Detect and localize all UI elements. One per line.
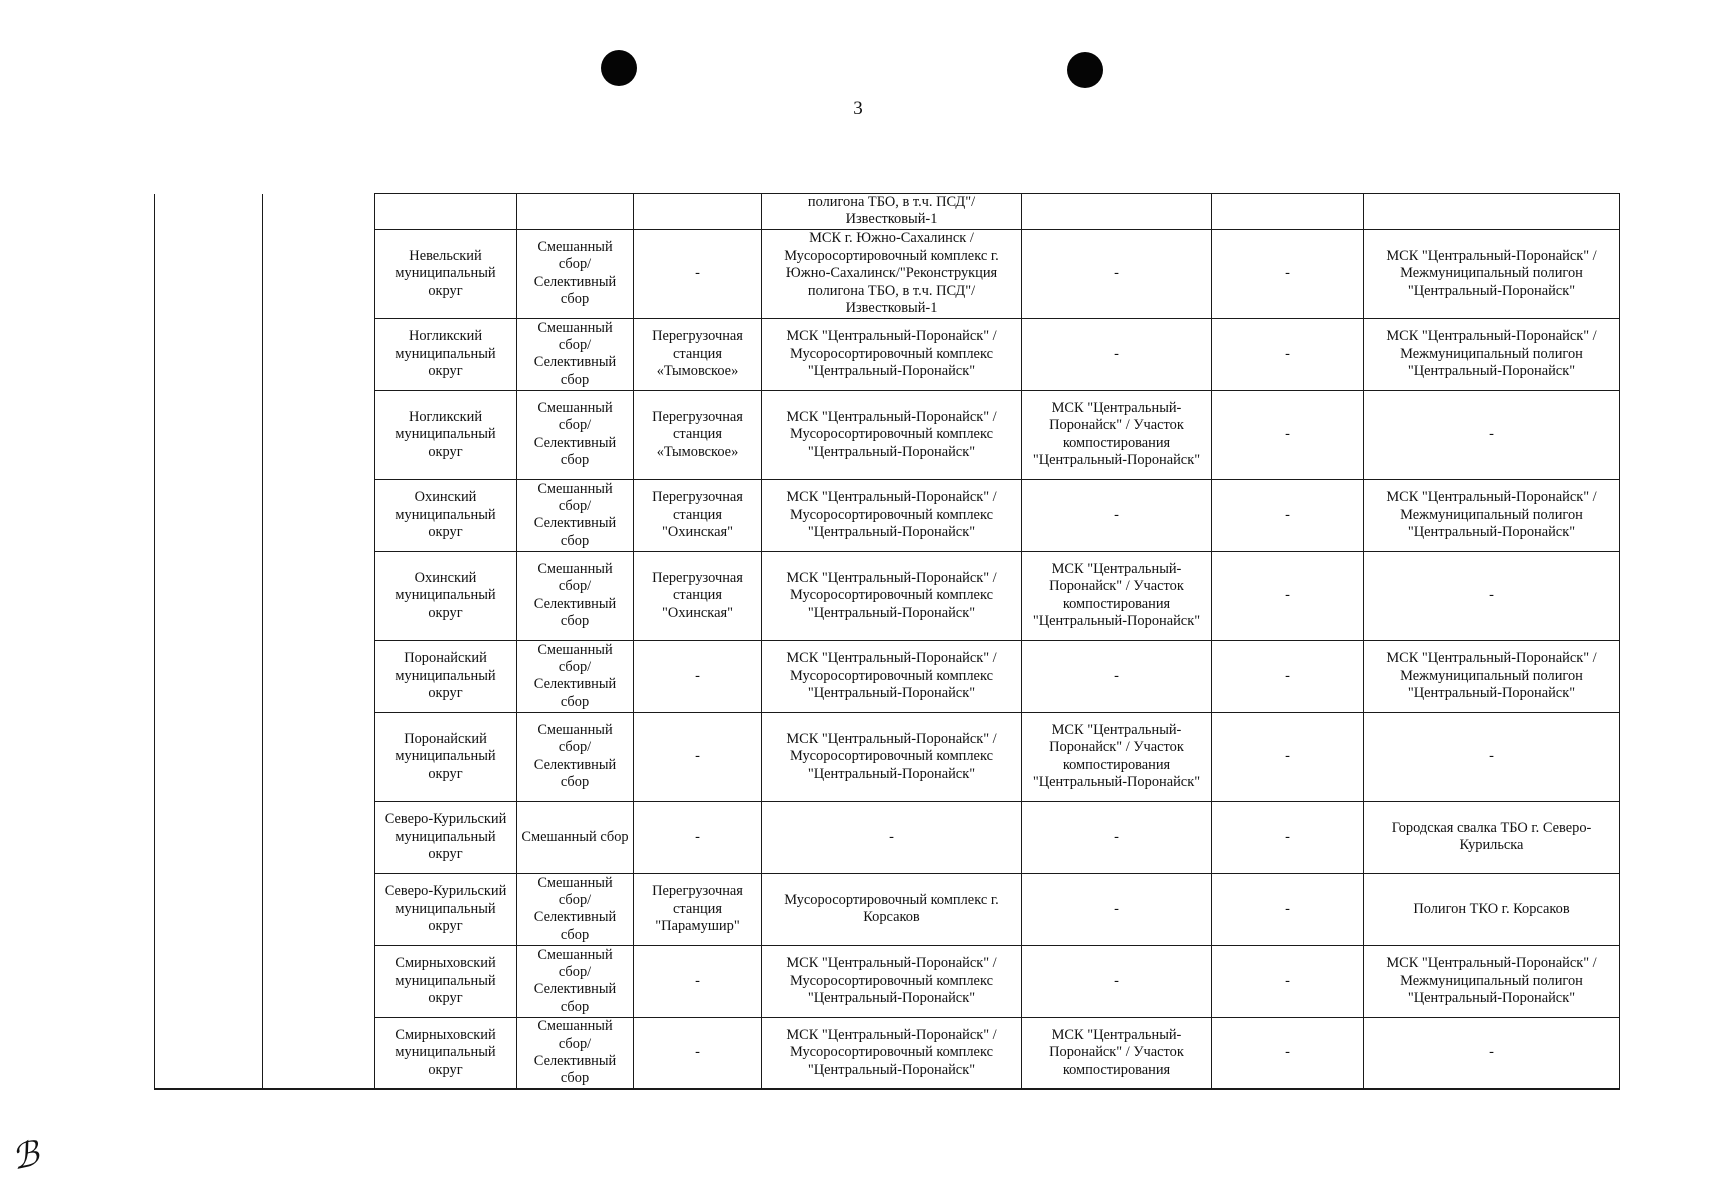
transfer-station-cell [634, 1017, 762, 1089]
sorting-facility-cell-text: МСК г. Южно-Сахалинск / Мусоросортировочный комплекс г. Южно-Сахалинск/"Реконструкция полигона ТБО, в т.ч. ПСД"/Известковый-1 [784, 230, 999, 316]
composting-cell [1022, 318, 1212, 390]
table-row [155, 318, 1620, 390]
sorting-facility-cell [762, 551, 1022, 640]
blank-cell [155, 640, 263, 712]
disposal-cell [1364, 712, 1620, 801]
disposal-cell [1364, 1017, 1620, 1089]
transfer-station-cell [634, 551, 762, 640]
table-row [155, 1017, 1620, 1089]
handwritten-mark: ℬ [8, 1135, 43, 1178]
collection-method-cell-text: Смешанный сбор/ Селективный сбор [533, 946, 617, 1015]
composting-cell [1022, 551, 1212, 640]
collection-method-cell-text: Смешанный сбор/ Селективный сбор [533, 400, 617, 469]
blank-cell [155, 390, 263, 479]
disposal-cell [1364, 390, 1620, 479]
collection-method-cell [517, 640, 634, 712]
sorting-facility-cell-text: МСК "Центральный-Поронайск" / Мусоросортировочный комплекс "Центральный-Поронайск" [786, 328, 997, 380]
composting-cell-text: - [1114, 667, 1119, 684]
collection-method-cell-text: Смешанный сбор/ Селективный сбор [533, 874, 617, 943]
transfer-station-cell [634, 640, 762, 712]
transfer-station-cell [634, 479, 762, 551]
collection-method-cell [517, 945, 634, 1017]
collection-method-cell [517, 873, 634, 945]
blank-cell [263, 194, 375, 230]
blank-cell [263, 945, 375, 1017]
composting-cell-text: - [1114, 972, 1119, 989]
collection-method-cell [517, 551, 634, 640]
processing-cell [1212, 1017, 1364, 1089]
punch-hole-left [601, 50, 637, 86]
sorting-facility-cell [762, 945, 1022, 1017]
sorting-facility-cell-text: МСК "Центральный-Поронайск" / Мусоросортировочный комплекс "Центральный-Поронайск" [786, 569, 997, 621]
blank-cell [155, 712, 263, 801]
sorting-facility-cell [762, 194, 1022, 230]
collection-method-cell [517, 801, 634, 873]
transfer-station-cell-text: Перегрузочная станция «Тымовское» [652, 328, 743, 380]
processing-cell [1212, 873, 1364, 945]
sorting-facility-cell [762, 712, 1022, 801]
table-row [155, 551, 1620, 640]
composting-cell [1022, 229, 1212, 318]
blank-cell [263, 229, 375, 318]
transfer-station-cell [634, 945, 762, 1017]
sorting-facility-cell-text: МСК "Центральный-Поронайск" / Мусоросортировочный комплекс "Центральный-Поронайск" [786, 1026, 997, 1078]
transfer-station-cell [634, 318, 762, 390]
collection-method-cell [517, 390, 634, 479]
district-cell [375, 390, 517, 479]
table-row [155, 229, 1620, 318]
processing-cell-text: - [1285, 900, 1290, 917]
processing-cell [1212, 551, 1364, 640]
sorting-facility-cell [762, 318, 1022, 390]
sorting-facility-cell [762, 390, 1022, 479]
disposal-cell-text: МСК "Центральный-Поронайск" / Межмуниципальный полигон "Центральный-Поронайск" [1386, 650, 1597, 702]
processing-cell-text: - [1285, 506, 1290, 523]
composting-cell [1022, 712, 1212, 801]
district-cell [375, 801, 517, 873]
disposal-cell-text: МСК "Центральный-Поронайск" / Межмуниципальный полигон "Центральный-Поронайск" [1386, 489, 1597, 541]
sorting-facility-cell-text: Мусоросортировочный комплекс г. Корсаков [784, 891, 999, 926]
processing-cell-text: - [1285, 828, 1290, 845]
disposal-cell-text: - [1489, 1044, 1494, 1061]
composting-cell [1022, 194, 1212, 230]
blank-cell [155, 1017, 263, 1089]
disposal-cell [1364, 194, 1620, 230]
transfer-station-cell-text: - [695, 828, 700, 845]
sorting-facility-cell [762, 1017, 1022, 1089]
composting-cell [1022, 801, 1212, 873]
disposal-cell [1364, 640, 1620, 712]
sorting-facility-cell [762, 229, 1022, 318]
disposal-cell-text: - [1489, 426, 1494, 443]
sorting-facility-cell-text: МСК "Центральный-Поронайск" / Мусоросортировочный комплекс "Центральный-Поронайск" [786, 730, 997, 782]
disposal-cell [1364, 801, 1620, 873]
composting-cell-text: - [1114, 900, 1119, 917]
disposal-cell-text: МСК "Центральный-Поронайск" / Межмуниципальный полигон "Центральный-Поронайск" [1386, 247, 1597, 299]
collection-method-cell [517, 229, 634, 318]
district-cell [375, 1017, 517, 1089]
collection-method-cell [517, 712, 634, 801]
disposal-cell-text: МСК "Центральный-Поронайск" / Межмуниципальный полигон "Центральный-Поронайск" [1386, 955, 1597, 1007]
composting-cell [1022, 873, 1212, 945]
disposal-cell-text: МСК "Центральный-Поронайск" / Межмуниципальный полигон "Центральный-Поронайск" [1386, 328, 1597, 380]
district-cell [375, 194, 517, 230]
blank-cell [263, 318, 375, 390]
processing-cell [1212, 390, 1364, 479]
transfer-station-cell-text: - [695, 667, 700, 684]
page-number: 3 [853, 98, 863, 119]
sorting-facility-cell-text: полигона ТБО, в т.ч. ПСД"/Известковый-1 [807, 194, 976, 228]
sorting-facility-cell [762, 801, 1022, 873]
processing-cell-text: - [1285, 345, 1290, 362]
district-cell [375, 640, 517, 712]
disposal-cell [1364, 229, 1620, 318]
table-row [155, 390, 1620, 479]
disposal-cell [1364, 873, 1620, 945]
composting-cell [1022, 1017, 1212, 1089]
blank-cell [263, 873, 375, 945]
processing-cell-text: - [1285, 972, 1290, 989]
collection-method-cell-text: Смешанный сбор/ Селективный сбор [533, 561, 617, 630]
transfer-station-cell-text: - [695, 972, 700, 989]
table-row [155, 945, 1620, 1017]
district-cell-text: Невельский муниципальный округ [395, 247, 496, 299]
transfer-station-cell [634, 712, 762, 801]
disposal-cell-text: Городская свалка ТБО г. Северо-Курильска [1391, 819, 1592, 854]
disposal-cell [1364, 551, 1620, 640]
transfer-station-cell-text: Перегрузочная станция "Охинская" [652, 569, 743, 621]
processing-cell [1212, 479, 1364, 551]
blank-cell [155, 318, 263, 390]
table-row [155, 712, 1620, 801]
composting-cell-text: МСК "Центральный-Поронайск" / Участок компостирования [1049, 1026, 1184, 1078]
transfer-station-cell [634, 390, 762, 479]
processing-cell-text: - [1285, 426, 1290, 443]
processing-cell [1212, 640, 1364, 712]
district-cell-text: Поронайский муниципальный округ [395, 650, 496, 702]
disposal-cell-text: Полигон ТКО г. Корсаков [1413, 900, 1570, 917]
blank-cell [155, 479, 263, 551]
sorting-facility-cell-text: МСК "Центральный-Поронайск" / Мусоросортировочный комплекс "Центральный-Поронайск" [786, 650, 997, 702]
blank-cell [155, 945, 263, 1017]
table-row [155, 801, 1620, 873]
blank-cell [263, 712, 375, 801]
blank-cell [155, 873, 263, 945]
composting-cell [1022, 479, 1212, 551]
disposal-cell [1364, 479, 1620, 551]
composting-cell-text: - [1114, 265, 1119, 282]
sorting-facility-cell-text: МСК "Центральный-Поронайск" / Мусоросортировочный комплекс "Центральный-Поронайск" [786, 489, 997, 541]
composting-cell-text: - [1114, 345, 1119, 362]
district-cell-text: Ногликский муниципальный округ [395, 408, 496, 460]
composting-cell-text: - [1114, 506, 1119, 523]
collection-method-cell-text: Смешанный сбор [521, 828, 629, 845]
sorting-facility-cell-text: - [889, 828, 894, 845]
composting-cell-text: - [1114, 828, 1119, 845]
processing-cell-text: - [1285, 748, 1290, 765]
processing-cell [1212, 712, 1364, 801]
collection-method-cell-text: Смешанный сбор/ Селективный сбор [533, 1018, 617, 1087]
collection-method-cell [517, 194, 634, 230]
sorting-facility-cell [762, 479, 1022, 551]
collection-method-cell [517, 1017, 634, 1089]
sorting-facility-cell-text: МСК "Центральный-Поронайск" / Мусоросортировочный комплекс "Центральный-Поронайск" [786, 955, 997, 1007]
district-cell-text: Поронайский муниципальный округ [395, 730, 496, 782]
collection-method-cell [517, 479, 634, 551]
blank-cell [263, 1017, 375, 1089]
transfer-station-cell [634, 194, 762, 230]
district-cell-text: Северо-Курильский муниципальный округ [384, 811, 507, 863]
table-row [155, 194, 1620, 230]
composting-cell-text: МСК "Центральный-Поронайск" / Участок компостирования "Центральный-Поронайск" [1032, 400, 1201, 469]
collection-method-cell-text: Смешанный сбор/ Селективный сбор [533, 641, 617, 710]
district-cell-text: Смирныховский муниципальный округ [395, 1026, 496, 1078]
district-cell-text: Охинский муниципальный округ [395, 569, 496, 621]
transfer-station-cell-text: Перегрузочная станция "Парамушир" [652, 883, 743, 935]
district-cell-text: Ногликский муниципальный округ [395, 328, 496, 380]
district-cell [375, 318, 517, 390]
transfer-station-cell-text: - [695, 748, 700, 765]
collection-method-cell-text: Смешанный сбор/ Селективный сбор [533, 722, 617, 791]
transfer-station-cell [634, 801, 762, 873]
district-cell [375, 551, 517, 640]
district-cell-text: Северо-Курильский муниципальный округ [384, 883, 507, 935]
transfer-station-cell-text: - [695, 265, 700, 282]
disposal-cell [1364, 318, 1620, 390]
processing-cell [1212, 945, 1364, 1017]
composting-cell-text: МСК "Центральный-Поронайск" / Участок компостирования "Центральный-Поронайск" [1032, 561, 1201, 630]
district-cell [375, 712, 517, 801]
sorting-facility-cell-text: МСК "Центральный-Поронайск" / Мусоросортировочный комплекс "Центральный-Поронайск" [786, 408, 997, 460]
table-row [155, 479, 1620, 551]
processing-cell [1212, 229, 1364, 318]
processing-cell-text: - [1285, 1044, 1290, 1061]
district-cell [375, 479, 517, 551]
collection-method-cell [517, 318, 634, 390]
blank-cell [155, 551, 263, 640]
blank-cell [263, 801, 375, 873]
processing-cell [1212, 194, 1364, 230]
blank-cell [263, 390, 375, 479]
transfer-station-cell [634, 873, 762, 945]
processing-cell-text: - [1285, 587, 1290, 604]
district-cell-text: Смирныховский муниципальный округ [395, 955, 496, 1007]
transfer-station-cell-text: Перегрузочная станция «Тымовское» [652, 408, 743, 460]
district-cell [375, 229, 517, 318]
collection-method-cell-text: Смешанный сбор/ Селективный сбор [533, 239, 617, 308]
blank-cell [155, 194, 263, 230]
disposal-cell-text: - [1489, 587, 1494, 604]
transfer-station-cell-text: - [695, 1044, 700, 1061]
transfer-station-cell-text: Перегрузочная станция "Охинская" [652, 489, 743, 541]
processing-cell-text: - [1285, 667, 1290, 684]
processing-cell [1212, 801, 1364, 873]
sorting-facility-cell [762, 640, 1022, 712]
blank-cell [263, 640, 375, 712]
composting-cell [1022, 640, 1212, 712]
collection-method-cell-text: Смешанный сбор/ Селективный сбор [533, 319, 617, 388]
disposal-cell [1364, 945, 1620, 1017]
sorting-facility-cell [762, 873, 1022, 945]
blank-cell [155, 801, 263, 873]
processing-cell [1212, 318, 1364, 390]
composting-cell [1022, 945, 1212, 1017]
blank-cell [263, 479, 375, 551]
table-row [155, 640, 1620, 712]
district-cell-text: Охинский муниципальный округ [395, 489, 496, 541]
collection-method-cell-text: Смешанный сбор/ Селективный сбор [533, 480, 617, 549]
waste-routing-table [154, 193, 1620, 1090]
punch-hole-right [1067, 52, 1103, 88]
district-cell [375, 945, 517, 1017]
composting-cell [1022, 390, 1212, 479]
composting-cell-text: МСК "Центральный-Поронайск" / Участок компостирования "Центральный-Поронайск" [1032, 722, 1201, 791]
disposal-cell-text: - [1489, 748, 1494, 765]
blank-cell [155, 229, 263, 318]
district-cell [375, 873, 517, 945]
transfer-station-cell [634, 229, 762, 318]
processing-cell-text: - [1285, 265, 1290, 282]
table-row [155, 873, 1620, 945]
blank-cell [263, 551, 375, 640]
